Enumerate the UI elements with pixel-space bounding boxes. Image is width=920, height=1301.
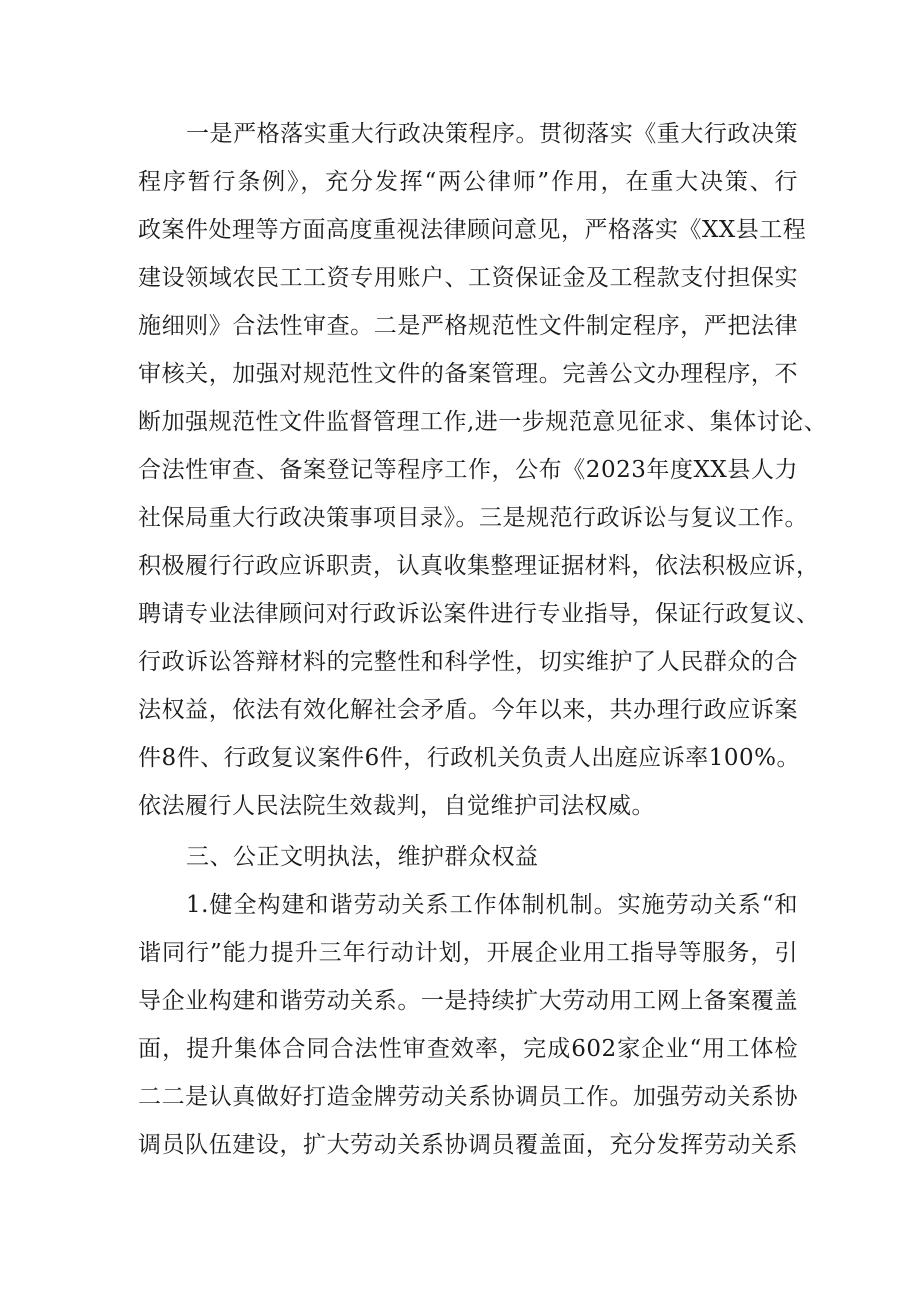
paragraph-2-line-4: 面，提升集体合同合法性审查效率，完成602家企业“用工体检 [138, 1036, 798, 1062]
paragraph-1-line-9: 社保局重大行政决策事项目录》。三是规范行政诉讼与复议工作。 [138, 505, 808, 531]
paragraph-1-line-2: 程序暂行条例》，充分发挥“两公律师”作用，在重大决策、行 [138, 169, 798, 195]
paragraph-1-line-3: 政案件处理等方面高度重视法律顾问意见，严格落实《XX县工程 [138, 217, 807, 243]
paragraph-1-line-6: 审核关，加强对规范性文件的备案管理。完善公文办理程序，不 [138, 361, 798, 387]
paragraph-1-line-10: 积极履行行政应诉职责，认真收集整理证据材料，依法积极应诉， [138, 553, 820, 579]
paragraph-1-line-14: 件8件、行政复议案件6件，行政机关负责人出庭应诉率100%。 [138, 745, 801, 771]
section-heading: 三、公正文明执法，维护群众权益 [186, 844, 539, 870]
paragraph-1-line-11: 聘请专业法律顾问对行政诉讼案件进行专业指导，保证行政复议、 [138, 601, 820, 627]
paragraph-1-line-15: 依法履行人民法院生效裁判，自觉维护司法权威。 [138, 793, 655, 819]
paragraph-2-line-3: 导企业构建和谐劳动关系。一是持续扩大劳动用工网上备案覆盖 [138, 988, 798, 1014]
paragraph-2-line-6: 调员队伍建设，扩大劳动关系协调员覆盖面，充分发挥劳动关系 [138, 1132, 798, 1158]
paragraph-1-line-5: 施细则》合法性审查。二是严格规范性文件制定程序，严把法律 [138, 313, 798, 339]
paragraph-1-line-4: 建设领域农民工工资专用账户、工资保证金及工程款支付担保实 [138, 265, 798, 291]
paragraph-2-line-1: 1.健全构建和谐劳动关系工作体制机制。实施劳动关系“和 [186, 892, 798, 918]
paragraph-2-line-5: 二二是认真做好打造金牌劳动关系协调员工作。加强劳动关系协 [138, 1084, 798, 1110]
paragraph-1-line-1: 一是严格落实重大行政决策程序。贯彻落实《重大行政决策 [186, 121, 798, 147]
paragraph-1-line-8: 合法性审查、备案登记等程序工作，公布《2023年度XX县人力 [138, 457, 798, 483]
paragraph-2-line-2: 谐同行”能力提升三年行动计划，开展企业用工指导等服务，引 [138, 940, 798, 966]
paragraph-1-line-13: 法权益，依法有效化解社会矛盾。今年以来，共办理行政应诉案 [138, 697, 798, 723]
paragraph-1-line-7: 断加强规范性文件监督管理工作,进一步规范意见征求、集体讨论、 [138, 409, 828, 435]
paragraph-1-line-12: 行政诉讼答辩材料的完整性和科学性，切实维护了人民群众的合 [138, 649, 798, 675]
